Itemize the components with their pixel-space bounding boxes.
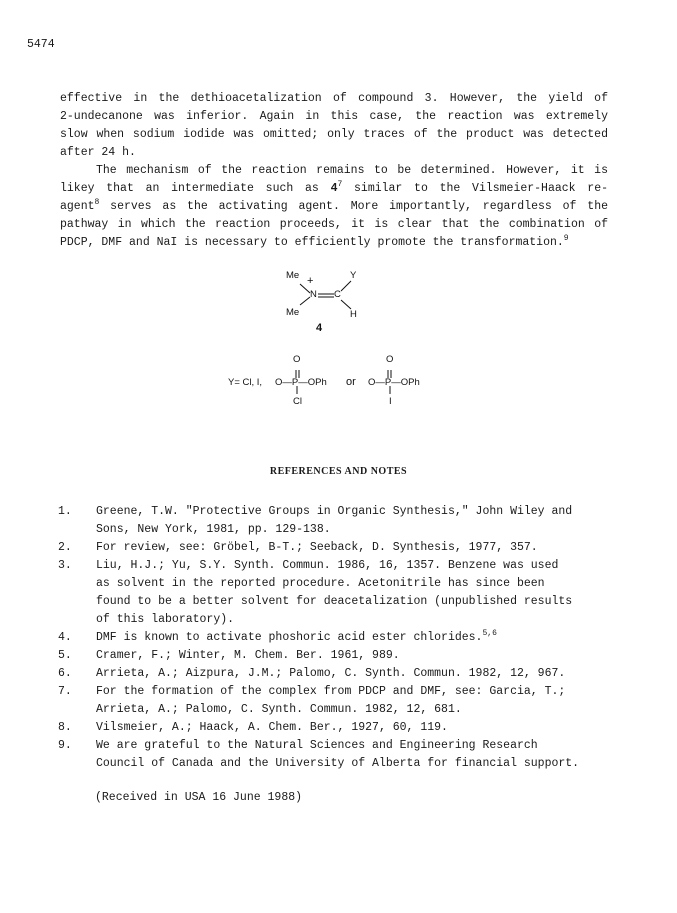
reference-line: For review, see: Gröbel, B-T.; Seeback, D. Synthesis, 1977, 357. — [96, 541, 538, 554]
carbon-label: C — [334, 289, 341, 300]
reference-item — [58, 539, 610, 557]
hydrogen-label: H — [350, 309, 357, 320]
text-run: PDCP, DMF and NaI is necessary to efficiently promote the transformation. — [60, 236, 564, 249]
reference-line: We are grateful to the Natural Sciences and Engineering Research — [96, 739, 538, 752]
methyl-label: Me — [286, 270, 300, 281]
reference-line: For the formation of the complex from PDCP and DMF, see: Garcia, T.; — [96, 685, 566, 698]
paragraph-line: after 24 h. — [60, 146, 136, 159]
reference-line: Arrieta, A.; Palomo, C. Synth. Commun. 1982, 12, 681. — [96, 703, 462, 716]
reference-number: 9. — [58, 739, 72, 752]
reference-line: Greene, T.W. "Protective Groups in Organic Synthesis," John Wiley and — [96, 505, 573, 518]
paragraph-line: 2-undecanone was inferior. Again in this case, the reaction was extremely — [60, 110, 608, 123]
reference-number: 4. — [58, 631, 72, 644]
text-run: similar to the Vilsmeier-Haack re- — [342, 182, 608, 195]
reference-item — [58, 503, 610, 539]
charge-label: + — [307, 275, 314, 287]
text-run: serves as the activating agent. More importantly, regardless of the — [99, 200, 608, 213]
phosphate-chain: O—P—OPh — [275, 377, 327, 388]
reference-line: Vilsmeier, A.; Haack, A. Chem. Ber., 1927, 60, 119. — [96, 721, 448, 734]
oxygen-label: O — [386, 354, 394, 365]
reference-line: found to be a better solvent for deacetalization (unpublished results — [96, 595, 573, 608]
reference-line: as solvent in the reported procedure. Acetonitrile has since been — [96, 577, 545, 590]
page-number: 5474 — [27, 38, 55, 51]
reference-line: Liu, H.J.; Yu, S.Y. Synth. Commun. 1986, 16, 1357. Benzene was used — [96, 559, 559, 572]
iodine-label: I — [389, 396, 392, 407]
received-date: (Received in USA 16 June 1988) — [95, 791, 303, 804]
reference-number: 8. — [58, 721, 72, 734]
chlorine-label: Cl — [293, 396, 302, 407]
reference-item — [58, 557, 610, 629]
reference-number: 3. — [58, 559, 72, 572]
reference-number: 5. — [58, 649, 72, 662]
methyl-label: Me — [286, 307, 300, 318]
reference-item — [58, 719, 610, 737]
citation-sup: 8 — [94, 198, 100, 208]
citation-sup: 9 — [563, 234, 569, 244]
references-heading: REFERENCES AND NOTES — [269, 466, 408, 477]
paragraph-line: The mechanism of the reaction remains to be determined. However, it is — [96, 164, 608, 177]
substituent-y-label: Y — [350, 270, 357, 281]
reference-item — [58, 647, 610, 665]
reference-item — [58, 737, 610, 773]
nitrogen-label: N — [310, 289, 317, 300]
paragraph-line: pathway in which the reaction proceeds, it is clear that the combination of — [60, 218, 608, 231]
reference-number: 2. — [58, 541, 72, 554]
references-list — [58, 503, 610, 773]
reference-number: 6. — [58, 667, 72, 680]
reference-number: 1. — [58, 505, 72, 518]
y-definition: Y= Cl, I, — [228, 377, 263, 388]
paragraph-line: effective in the dethioacetalization of compound 3. However, the yield of — [60, 92, 608, 105]
reference-line: Arrieta, A.; Aizpura, J.M.; Palomo, C. Synth. Commun. 1982, 12, 967. — [96, 667, 566, 680]
oxygen-label: O — [293, 354, 301, 365]
phosphate-chain: O—P—OPh — [368, 377, 420, 388]
paragraph-line: slow when sodium iodide was omitted; only traces of the product was detected — [60, 128, 608, 141]
citation-sup: 7 — [337, 180, 343, 190]
reference-line: Cramer, F.; Winter, M. Chem. Ber. 1961, 989. — [96, 649, 400, 662]
reference-item — [58, 629, 610, 647]
reference-line: DMF is known to activate phoshoric acid ester chlorides. — [96, 631, 483, 644]
compound-label: 4 — [316, 322, 323, 334]
reference-line: Sons, New York, 1981, pp. 129-138. — [96, 523, 331, 536]
compound-ref: 4 — [330, 182, 338, 195]
reference-number: 7. — [58, 685, 72, 698]
reference-item — [58, 683, 610, 719]
text-run: agent — [60, 200, 95, 213]
reference-item — [58, 665, 610, 683]
citation-sup: 5,6 — [482, 629, 497, 639]
reference-line: of this laboratory). — [96, 613, 235, 626]
or-label: or — [346, 376, 356, 388]
reference-line: Council of Canada and the University of Alberta for financial support. — [96, 757, 580, 770]
text-run: likey that an intermediate such as — [60, 182, 331, 195]
